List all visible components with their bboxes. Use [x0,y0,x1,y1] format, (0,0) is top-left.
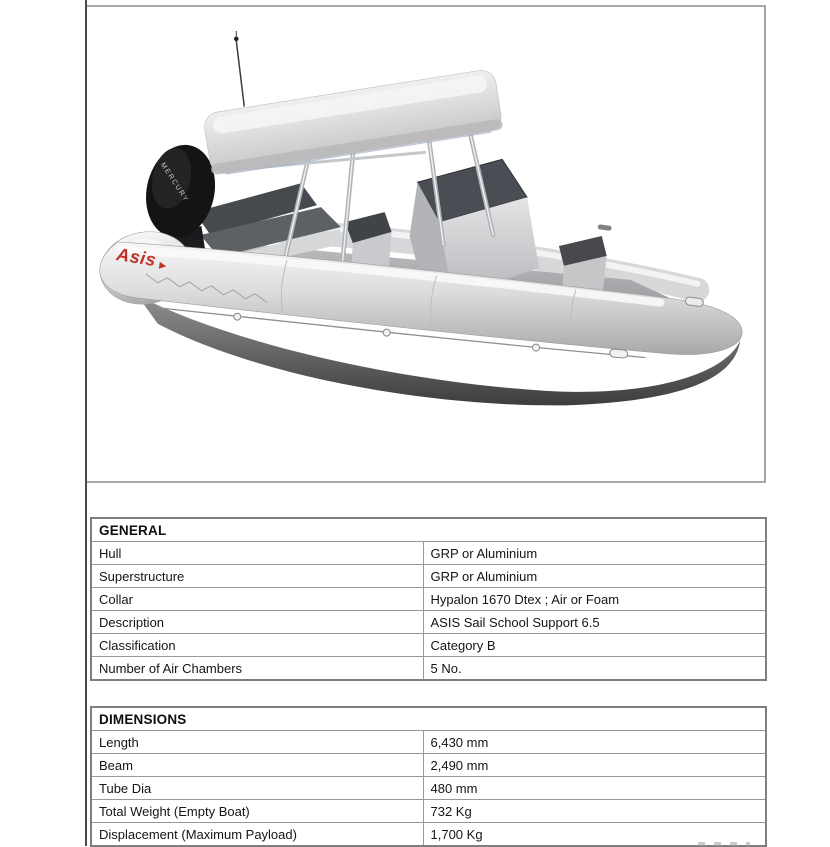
general-table [90,517,767,681]
spec-value: 1,700 Kg [423,823,766,847]
spec-value: 2,490 mm [423,754,766,777]
spec-value: 480 mm [423,777,766,800]
spec-label: Beam [91,754,423,777]
table-row [91,634,766,657]
general-table-title: GENERAL [91,518,766,542]
spec-label: Hull [91,542,423,565]
svg-text:Asis: Asis [115,244,158,271]
spec-label: Number of Air Chambers [91,657,423,681]
spec-label: Displacement (Maximum Payload) [91,823,423,847]
spec-label: Collar [91,588,423,611]
spec-label: Tube Dia [91,777,423,800]
spec-value: Category B [423,634,766,657]
table-row [91,731,766,754]
boat-render [87,7,764,481]
spec-value: GRP or Aluminium [423,565,766,588]
dimensions-table [90,706,767,847]
table-header-row [91,707,766,731]
table-row [91,800,766,823]
dimensions-table-title: DIMENSIONS [91,707,766,731]
spec-value: 732 Kg [423,800,766,823]
footer-cropped-marks [698,842,750,846]
table-row [91,823,766,847]
spec-label: Total Weight (Empty Boat) [91,800,423,823]
table-row [91,777,766,800]
spec-label: Description [91,611,423,634]
table-row [91,611,766,634]
table-header-row [91,518,766,542]
spec-label: Superstructure [91,565,423,588]
table-row [91,588,766,611]
engine-brand-label: MERCURY [158,161,190,204]
table-row [91,542,766,565]
spec-value: 5 No. [423,657,766,681]
spec-label: Classification [91,634,423,657]
table-row [91,657,766,681]
spec-label: Length [91,731,423,754]
spec-value: 6,430 mm [423,731,766,754]
table-row [91,565,766,588]
spec-value: ASIS Sail School Support 6.5 [423,611,766,634]
boat-figure-frame [87,5,766,483]
spec-value: Hypalon 1670 Dtex ; Air or Foam [423,588,766,611]
antenna [234,31,244,107]
table-row [91,754,766,777]
spec-value: GRP or Aluminium [423,542,766,565]
